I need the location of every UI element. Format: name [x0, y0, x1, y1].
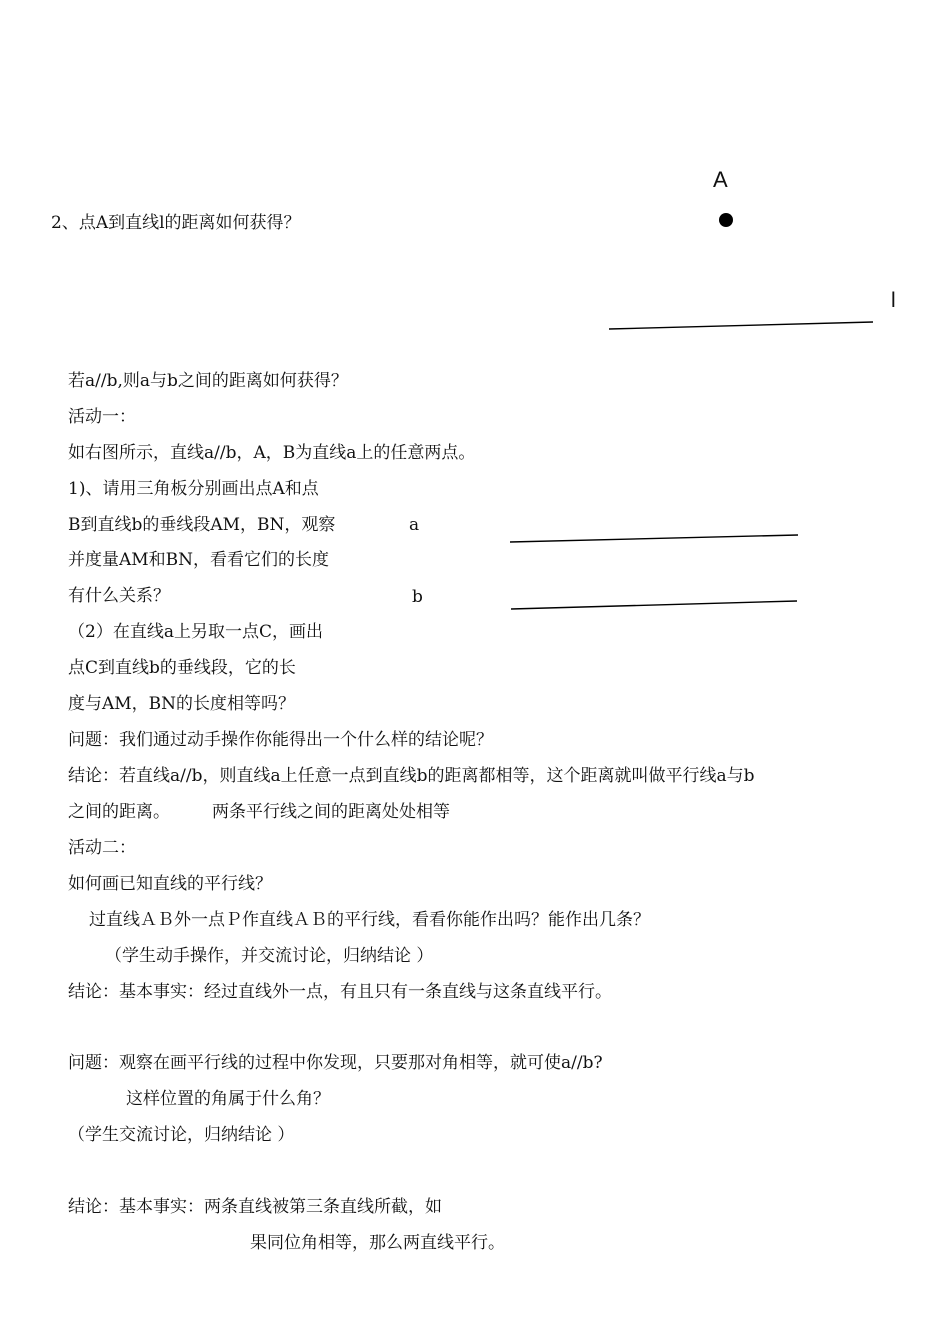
activity1-conclusion-line1: 结论：若直线a//b，则直线a上任意一点到直线b的距离都相等，这个距离就叫做平行线a与b — [68, 766, 755, 786]
activity2-question2-line2: 这样位置的角属于什么角？ — [126, 1089, 330, 1109]
activity2-conclusion2-line1: 结论：基本事实：两条直线被第三条直线所截，如 — [68, 1197, 442, 1217]
activity2-conclusion2-line2: 果同位角相等，那么两直线平行。 — [250, 1233, 505, 1253]
point-a-label: A — [713, 167, 728, 192]
activity2-question2-line1: 问题：观察在画平行线的过程中你发现，只要那对角相等，就可使a//b? — [68, 1053, 603, 1073]
activity1-question: 问题：我们通过动手操作你能得出一个什么样的结论呢？ — [68, 730, 493, 750]
activity2-conclusion1: 结论：基本事实：经过直线外一点，有且只有一条直线与这条直线平行。 — [68, 982, 612, 1002]
activity1-title: 活动一： — [68, 407, 136, 427]
activity1-step2-line2: 点C到直线b的垂线段，它的长 — [68, 658, 296, 678]
activity2-note1: （学生动手操作，并交流讨论，归纳结论 ） — [105, 946, 434, 966]
line-a — [510, 535, 798, 542]
activity1-step1-line1: 1)、请用三角板分别画出点A和点 — [68, 479, 319, 499]
activity1-step1-line2: B到直线b的垂线段AM，BN，观察 — [68, 515, 336, 535]
line-l-label: l — [891, 289, 896, 312]
point-a-dot — [719, 213, 733, 227]
question-2: 2、点A到直线l的距离如何获得？ — [51, 213, 301, 233]
activity1-step1-line4: 有什么关系？ — [68, 586, 170, 606]
distance-question: 若a//b,则a与b之间的距离如何获得？ — [68, 371, 348, 391]
activity2-question1: 如何画已知直线的平行线？ — [68, 874, 272, 894]
activity2-title: 活动二： — [68, 838, 136, 858]
activity2-note2: （学生交流讨论，归纳结论 ） — [68, 1125, 295, 1145]
activity1-conclusion-line2b: 两条平行线之间的距离处处相等 — [212, 802, 450, 822]
line-l — [609, 322, 873, 329]
activity1-intro: 如右图所示，直线a//b，A，B为直线a上的任意两点。 — [68, 443, 476, 463]
activity1-step2-line1: （2）在直线a上另取一点C，画出 — [68, 622, 323, 642]
line-a-label: a — [409, 515, 420, 535]
activity1-step1-line3: 并度量AM和BN，看看它们的长度 — [68, 550, 330, 570]
activity2-task: 过直线ＡＢ外一点Ｐ作直线ＡＢ的平行线，看看你能作出吗？能作出几条？ — [89, 910, 650, 930]
activity1-step2-line3: 度与AM，BN的长度相等吗？ — [68, 694, 296, 714]
line-b-label: b — [412, 587, 423, 607]
activity1-conclusion-line2a: 之间的距离。 — [68, 802, 170, 822]
line-b — [511, 601, 797, 609]
